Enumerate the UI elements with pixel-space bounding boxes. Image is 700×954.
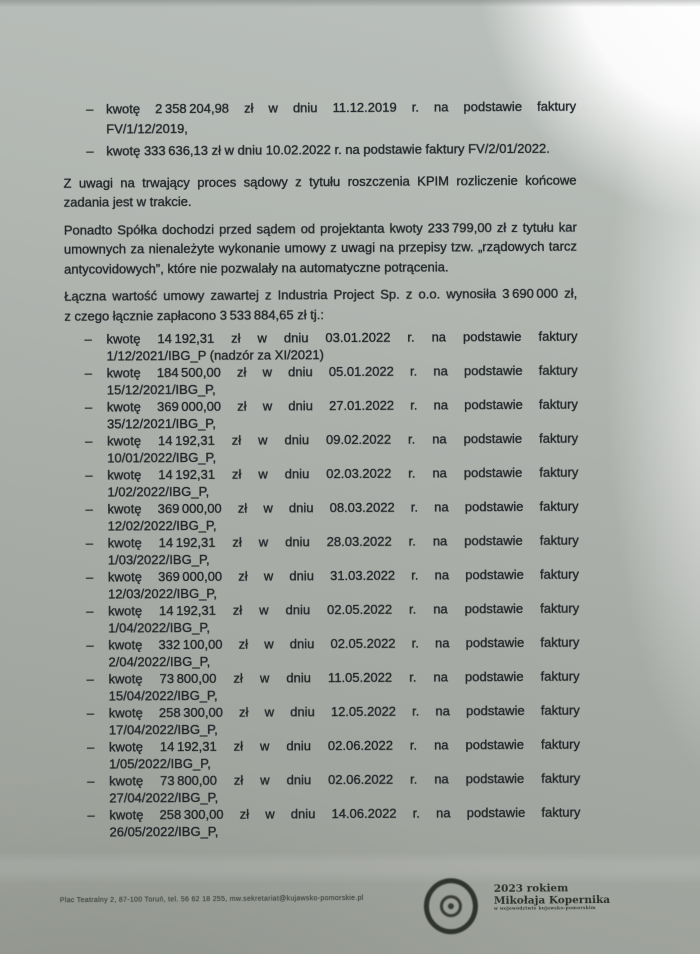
bullet-dash: – — [84, 365, 92, 381]
page-footer — [0, 873, 700, 954]
logo-inner-ring — [440, 895, 462, 917]
text-line: kwotę 369 000,00 zł w dniu 27.01.2022 r. na podstawie faktury — [106, 396, 578, 415]
list-item — [86, 97, 576, 139]
list-item-text — [107, 362, 578, 399]
list-item-text — [109, 702, 580, 739]
logo-caption-line1: 2023 rokiem — [493, 882, 569, 895]
text-line: 27/04/2022/IBG_P, — [109, 789, 219, 806]
logo-caption — [494, 882, 610, 913]
text-line: kwotę 73 800,00 zł w dniu 11.05.2022 r. na podstawie faktury — [108, 668, 580, 687]
list-item — [86, 600, 579, 637]
list-item — [85, 430, 578, 467]
copernicus-anniversary-logo-icon — [424, 878, 478, 934]
body-paragraphs — [63, 170, 577, 326]
list-item-text — [106, 139, 576, 161]
text-line: kwotę 2 358 204,98 zł w dniu 11.12.2019 r. na podstawie faktury — [106, 98, 577, 117]
list-item — [86, 532, 579, 569]
text-line: z czego łącznie zapłacono 3 533 884,65 zł tj.: — [64, 306, 324, 324]
list-item-text — [106, 328, 577, 365]
text-line: kwotę 369 000,00 zł w dniu 31.03.2022 r. na podstawie faktury — [107, 566, 579, 585]
footer-address: Plac Teatralny 2, 87-100 Toruń, tel. 56 62 18 255, mw.sekretariat@kujawsko-pomorskie.pl — [59, 894, 364, 905]
bullet-dash: – — [86, 143, 94, 159]
text-line: 12/03/2022/IBG_P, — [108, 585, 218, 602]
bullet-dash: – — [85, 433, 93, 449]
bullet-dash: – — [84, 399, 93, 415]
list-item-text — [109, 736, 580, 773]
paragraph — [64, 217, 577, 279]
list-item-text — [107, 396, 578, 433]
text-line: kwotę 14 192,31 zł w dniu 02.06.2022 r. na podstawie faktury — [108, 736, 581, 755]
list-item — [85, 464, 578, 501]
text-line: 35/12/2021/IBG_P, — [106, 415, 216, 432]
list-item-text — [107, 464, 578, 501]
paragraph — [63, 170, 576, 212]
bullet-dash: – — [86, 603, 94, 619]
industria-payment-list — [84, 328, 580, 841]
text-line: Z uwagi na trwający proces sądowy z tytułu roszczenia KPIM rozliczenie końcowe — [63, 172, 577, 191]
text-line: kwotę 258 300,00 zł w dniu 14.06.2022 r. na podstawie faktury — [109, 804, 581, 823]
list-item — [84, 328, 577, 365]
list-item-text — [109, 804, 580, 841]
text-line: 1/05/2022/IBG_P, — [109, 755, 211, 772]
text-line: Ponadto Spółka dochodzi przed sądem od projektanta kwoty 233 799,00 zł z tytułu kar — [63, 219, 577, 238]
text-line: umownych za nienależyte wykonanie umowy z uwagi na przepisy tzw. „rządowych tarcz — [63, 238, 577, 257]
list-item-text — [109, 668, 580, 705]
list-item — [85, 396, 578, 433]
text-line: kwotę 333 636,13 zł w dniu 10.02.2022 r. na podstawie faktury FV/2/01/2022. — [106, 140, 550, 159]
text-line: kwotę 332 100,00 zł w dniu 02.05.2022 r. na podstawie faktury — [108, 634, 580, 653]
paragraph — [64, 284, 577, 326]
bullet-dash: – — [85, 535, 94, 551]
list-item — [87, 804, 580, 841]
text-line: kwotę 14 192,31 zł w dniu 02.05.2022 r. na podstawie faktury — [108, 600, 580, 619]
list-item — [85, 498, 578, 535]
list-item-text — [108, 634, 579, 671]
list-item — [87, 668, 580, 705]
bullet-dash: – — [86, 637, 94, 653]
text-line: 17/04/2022/IBG_P, — [108, 721, 218, 738]
bullet-dash: – — [86, 671, 94, 687]
list-item-text — [108, 532, 579, 569]
text-line: 12/02/2022/IBG_P, — [107, 517, 217, 534]
bullet-dash: – — [86, 739, 95, 755]
text-line: Łączna wartość umowy zawartej z Industria Project Sp. z o.o. wynosiła 3 690 000 zł, — [64, 285, 578, 304]
bullet-dash: – — [85, 569, 94, 585]
logo-caption-line2: Mikołaja Kopernika — [493, 893, 611, 907]
text-line: 15/12/2021/IBG_P, — [106, 381, 216, 398]
bullet-dash: – — [85, 501, 93, 517]
list-item — [86, 634, 579, 671]
text-line: 26/05/2022/IBG_P, — [109, 823, 219, 840]
list-item — [86, 139, 576, 161]
bullet-dash: – — [87, 807, 95, 823]
text-line: 2/04/2022/IBG_P, — [108, 653, 211, 670]
bullet-dash: – — [87, 773, 95, 789]
text-line: FV/1/12/2019, — [106, 120, 188, 136]
text-line: kwotę 258 300,00 zł w dniu 12.05.2022 r. na podstawie faktury — [108, 702, 580, 721]
text-line: 1/03/2022/IBG_P, — [107, 551, 210, 568]
text-line: kwotę 184 500,00 zł w dniu 05.01.2022 r. na podstawie faktury — [106, 362, 578, 381]
top-payment-list — [86, 97, 576, 161]
text-line: kwotę 14 192,31 zł w dniu 28.03.2022 r. na podstawie faktury — [107, 532, 579, 551]
bullet-dash: – — [85, 467, 93, 483]
text-line: kwotę 369 000,00 zł w dniu 08.03.2022 r. na podstawie faktury — [107, 498, 579, 517]
text-line: kwotę 73 800,00 zł w dniu 02.06.2022 r. na podstawie faktury — [109, 770, 581, 789]
list-item — [86, 566, 579, 603]
text-line: kwotę 14 192,31 zł w dniu 02.03.2022 r. na podstawie faktury — [107, 464, 579, 483]
list-item — [87, 770, 580, 807]
list-item — [87, 736, 580, 773]
text-line: antycovidowych”, które nie pozwalały na automatyczne potrącenia. — [64, 258, 449, 277]
text-line: 1/12/2021/IBG_P (nadzór za XI/2021) — [106, 347, 324, 364]
list-item-text — [107, 430, 578, 467]
logo-caption-line3: w województwie kujawsko-pomorskim — [493, 906, 596, 912]
text-line: 10/01/2022/IBG_P, — [107, 449, 217, 466]
logo-center-dot — [448, 903, 454, 909]
text-line: kwotę 14 192,31 zł w dniu 03.01.2022 r. na podstawie faktury — [106, 328, 578, 347]
list-item-text — [106, 97, 576, 139]
list-item — [85, 362, 578, 399]
text-line: 15/04/2022/IBG_P, — [108, 687, 218, 704]
text-line: zadania jest w trakcie. — [63, 193, 192, 210]
bullet-dash: – — [84, 331, 92, 347]
list-item-text — [109, 770, 580, 807]
bullet-dash: – — [86, 101, 94, 117]
list-item-text — [108, 566, 579, 603]
bullet-dash: – — [86, 705, 95, 721]
list-item — [87, 702, 580, 739]
list-item-text — [108, 600, 579, 637]
text-line: 1/02/2022/IBG_P, — [107, 483, 210, 500]
list-item-text — [107, 498, 578, 535]
text-line: 1/04/2022/IBG_P, — [108, 619, 211, 636]
text-line: kwotę 14 192,31 zł w dniu 09.02.2022 r. na podstawie faktury — [107, 430, 579, 449]
